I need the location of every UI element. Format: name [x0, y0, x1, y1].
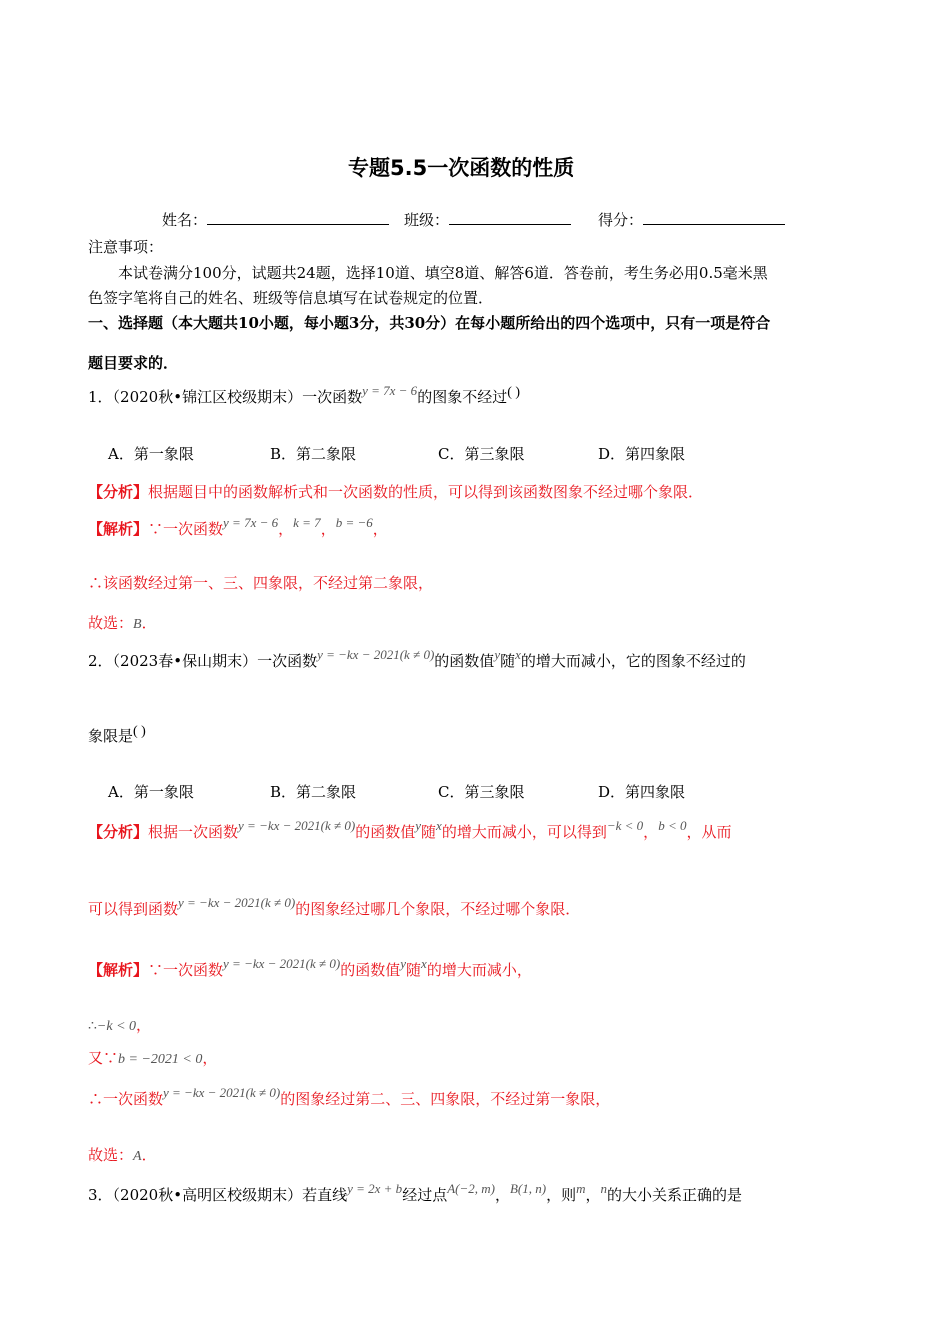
q3-var-n: n — [600, 1181, 608, 1196]
q3-point-b: B(1, n) — [509, 1181, 547, 1196]
question-1 — [88, 383, 521, 407]
q2-analysis-line-1 — [88, 818, 732, 842]
q2-solution-var-x: x — [421, 956, 427, 971]
name-blank[interactable] — [207, 210, 389, 225]
q2-analysis-line-2-post: 的图象经过哪几个象限，不经过哪个象限． — [295, 900, 581, 918]
q1-answer-value: B — [133, 617, 142, 632]
class-label: 班级： — [404, 211, 450, 229]
q2-line-2-text: 象限是 — [88, 727, 134, 745]
class-blank[interactable] — [449, 210, 571, 225]
notes-line-1: 本试卷满分100分，试题共24题，选择10道、填空8道、解答6道．答卷前，考生务必用0.5毫米黑 — [118, 264, 768, 282]
score-blank[interactable] — [643, 210, 785, 225]
q2-option-d[interactable]: D．第四象限 — [598, 783, 686, 801]
q1-option-d[interactable]: D．第四象限 — [598, 445, 686, 463]
page-title: 专题5.5一次函数的性质 — [348, 156, 575, 180]
q2-answer — [88, 1144, 157, 1165]
q2-solution-tag: 【解析】 — [88, 961, 149, 979]
q2-option-a[interactable]: A．第一象限 — [108, 783, 194, 801]
q2-step-1-eq: −k < 0 — [96, 1019, 137, 1034]
q2-var-x: x — [515, 647, 521, 662]
q2-step-3-pre: ∴一次函数 — [88, 1090, 164, 1108]
q3-text-mid: 经过点 — [402, 1186, 448, 1204]
q1-solution-tag: 【解析】 — [88, 520, 149, 538]
q2-step-1 — [88, 1014, 151, 1035]
q2-analysis-cond-1: −k < 0 — [606, 818, 644, 833]
section-heading-line-2: 题目要求的． — [88, 354, 179, 372]
q2-text-mid-2: 随 — [500, 652, 516, 670]
q2-analysis-var-x: x — [436, 818, 442, 833]
question-3 — [88, 1181, 743, 1205]
q2-analysis-cond-2: b < 0 — [658, 818, 687, 833]
q2-var-y: y — [494, 647, 501, 662]
q2-answer-value: A — [133, 1149, 142, 1164]
q3-text-post: 的大小关系正确的是 — [607, 1186, 743, 1204]
notes-heading: 注意事项： — [88, 238, 164, 256]
q3-text-then: ，则 — [546, 1186, 577, 1204]
q2-analysis-pre: 根据一次函数 — [148, 823, 239, 841]
q2-option-c[interactable]: C．第三象限 — [438, 783, 525, 801]
q2-analysis-mid-2: 随 — [421, 823, 437, 841]
q2-analysis-tag: 【分析】 — [88, 823, 149, 841]
q1-analysis-tag: 【分析】 — [88, 483, 149, 501]
q2-analysis-mid-3: 的增大而减小，可以得到 — [441, 823, 607, 841]
score-field[interactable] — [598, 209, 785, 230]
q1-text-post: 的图象不经过 — [417, 388, 508, 406]
q1-analysis — [88, 481, 703, 502]
q2-step-3-post: 的图象经过第二、三、四象限，不经过第一象限， — [280, 1090, 611, 1108]
q2-text-pre: 一次函数 — [257, 652, 318, 670]
question-2 — [88, 647, 746, 671]
q1-answer-paren: ( ) — [507, 385, 521, 400]
q2-text-post: 的增大而减小，它的图象不经过的 — [520, 652, 746, 670]
q2-analysis-eq: y = −kx − 2021(k ≠ 0) — [238, 818, 356, 833]
q2-option-b[interactable]: B．第二象限 — [270, 783, 357, 801]
q2-solution-mid-1: 的函数值 — [340, 961, 401, 979]
q3-number: 3． — [88, 1186, 113, 1204]
q2-analysis-var-y: y — [415, 818, 422, 833]
q2-line-2 — [88, 725, 146, 746]
q2-step-3 — [88, 1085, 611, 1109]
q2-solution-line-1 — [88, 956, 532, 980]
score-label: 得分： — [598, 211, 644, 229]
q2-step-3-eq: y = −kx − 2021(k ≠ 0) — [163, 1085, 281, 1100]
q1-solution-pre: ∵一次函数 — [148, 520, 224, 538]
q1-answer-period: ． — [141, 614, 157, 632]
q3-sep-2: ， — [585, 1186, 601, 1204]
q2-solution-mid-2: 随 — [406, 961, 422, 979]
q1-solution-line-2: ∴该函数经过第一、三、四象限，不经过第二象限， — [88, 574, 434, 592]
q2-step-2 — [88, 1047, 217, 1068]
q2-step-2-eq: b = −2021 < 0 — [118, 1052, 203, 1067]
q1-sep-1: ， — [278, 520, 294, 538]
q2-solution-post: 的增大而减小， — [426, 961, 532, 979]
q1-analysis-text: 根据题目中的函数解析式和一次函数的性质，可以得到该函数图象不经过哪个象限． — [148, 483, 704, 501]
q2-analysis-mid-1: 的函数值 — [355, 823, 416, 841]
q1-equation: y = 7x − 6 — [362, 383, 418, 398]
q1-sep-2: ， — [320, 520, 336, 538]
q3-point-a: A(−2, m) — [447, 1181, 495, 1196]
q3-equation: y = 2x + b — [347, 1181, 403, 1196]
q2-step-2-pre: 又∵ — [88, 1049, 119, 1067]
q2-step-2-sep: ， — [202, 1049, 218, 1067]
q3-var-m: m — [576, 1181, 586, 1196]
q2-equation: y = −kx − 2021(k ≠ 0) — [317, 647, 435, 662]
q1-solution-line-1 — [88, 515, 388, 539]
name-field[interactable] — [162, 209, 389, 230]
q1-option-a[interactable]: A．第一象限 — [108, 445, 194, 463]
q1-solution-eq-3: b = −6 — [335, 515, 373, 530]
q1-solution-eq-2: k = 7 — [293, 515, 321, 530]
q2-step-1-symbol: ∴ — [88, 1019, 97, 1034]
q3-text-pre: 若直线 — [302, 1186, 348, 1204]
q1-option-c[interactable]: C．第三象限 — [438, 445, 525, 463]
q1-solution-eq-1: y = 7x − 6 — [223, 515, 279, 530]
q2-number: 2． — [88, 652, 113, 670]
notes-line-2: 色签字笔将自己的姓名、班级等信息填写在试卷规定的位置． — [88, 289, 494, 307]
q2-answer-period: ． — [141, 1146, 157, 1164]
q2-answer-paren: ( ) — [133, 724, 146, 739]
q2-text-mid-1: 的函数值 — [434, 652, 495, 670]
q1-option-b[interactable]: B．第二象限 — [270, 445, 357, 463]
q2-analysis-line-2 — [88, 895, 581, 919]
q1-text-pre: 一次函数 — [302, 388, 363, 406]
section-heading-line-1: 一、选择题（本大题共10小题，每小题3分，共30分）在每小题所给出的四个选项中，只有一项是符合 — [88, 314, 771, 332]
q2-answer-label: 故选： — [88, 1146, 134, 1164]
class-field[interactable] — [404, 209, 571, 230]
q3-sep-1: ， — [494, 1186, 510, 1204]
q1-source: （2020秋•锦江区校级期末） — [112, 388, 303, 406]
name-label: 姓名： — [162, 211, 208, 229]
q2-solution-var-y: y — [400, 956, 407, 971]
q2-solution-pre: ∵一次函数 — [148, 961, 224, 979]
q2-source: （2023春•保山期末） — [112, 652, 258, 670]
q2-analysis-line-2-eq: y = −kx − 2021(k ≠ 0) — [178, 895, 296, 910]
q1-sep-3: ， — [372, 520, 388, 538]
q2-analysis-sep: ， — [643, 823, 659, 841]
q1-number: 1． — [88, 388, 113, 406]
q1-answer — [88, 612, 157, 633]
q2-solution-eq: y = −kx − 2021(k ≠ 0) — [223, 956, 341, 971]
q2-analysis-end: ，从而 — [686, 823, 732, 841]
q2-step-1-sep: ， — [136, 1016, 152, 1034]
q2-analysis-line-2-pre: 可以得到函数 — [88, 900, 179, 918]
q3-source: （2020秋•高明区校级期末） — [112, 1186, 303, 1204]
q1-answer-label: 故选： — [88, 614, 134, 632]
